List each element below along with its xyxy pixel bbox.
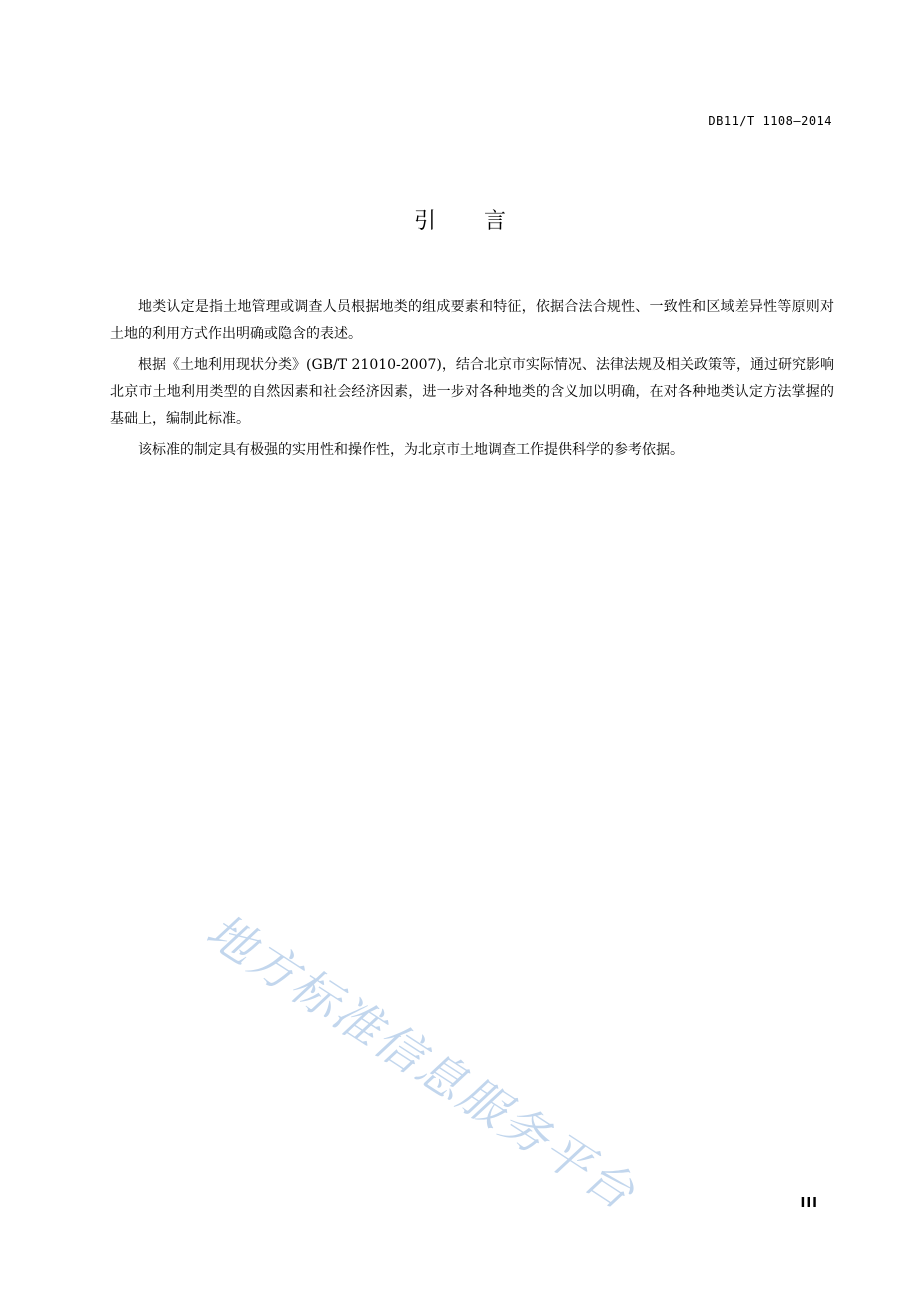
document-code: DB11/T 1108—2014 <box>708 114 832 128</box>
page-title: 引言 <box>413 209 554 234</box>
paragraph: 该标准的制定具有极强的实用性和操作性，为北京市土地调查工作提供科学的参考依据。 <box>138 442 684 458</box>
paragraph: 地类认定是指土地管理或调查人员根据地类的组成要素和特征，依据合法合规性、一致性和区域差异性等原则对土地的利用方式作出明确或隐含的表述。 <box>110 299 834 342</box>
body-text <box>110 294 834 468</box>
page-number: III <box>800 1196 818 1211</box>
paragraph: 根据《土地利用现状分类》(GB/T 21010-2007)，结合北京市实际情况、法律法规及相关政策等，通过研究影响北京市土地利用类型的自然因素和社会经济因素，进一步对各种地类的含义加以明确，在对各种地类认定方法掌握的基础上，编制此标准。 <box>110 357 834 427</box>
watermark: 地方标准信息服务平台 <box>196 903 646 1222</box>
